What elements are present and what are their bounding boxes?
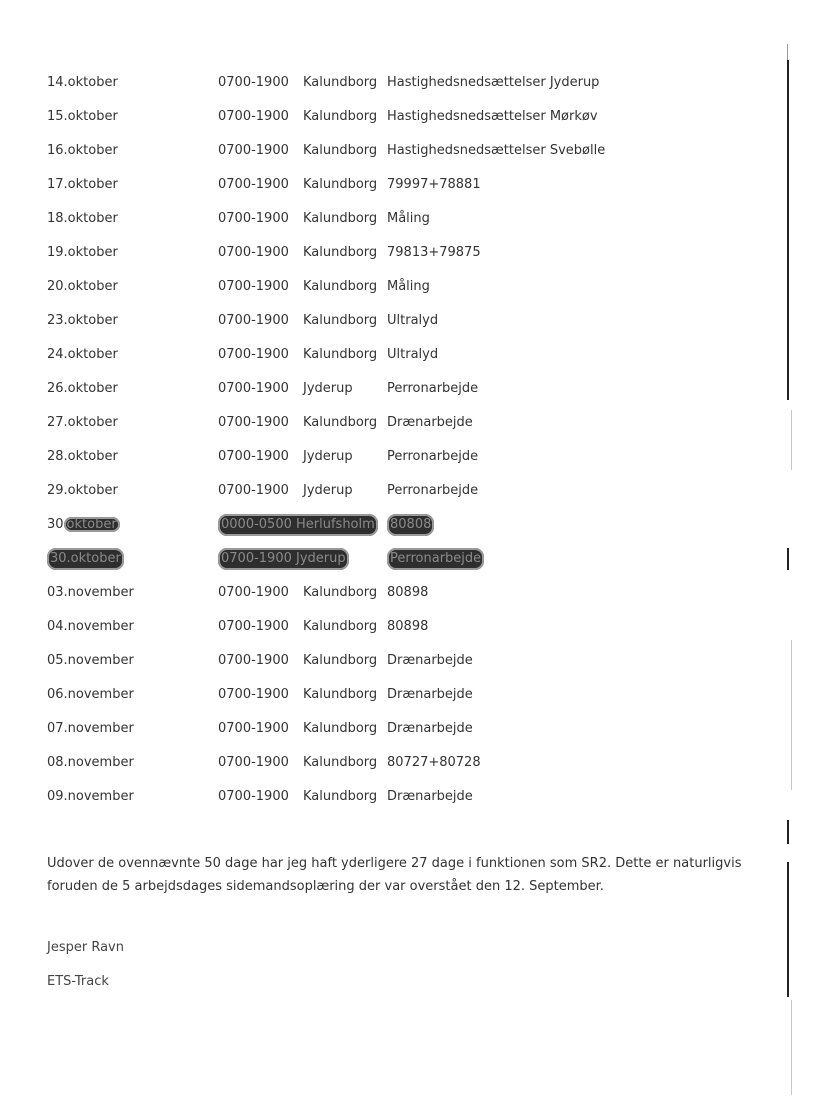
schedule-row (0, 582, 819, 616)
row-place: Kalundborg (303, 177, 378, 192)
row-date: 07.november (47, 721, 134, 736)
row-task: Drænarbejde (387, 415, 473, 430)
row-task: Perronarbejde (387, 449, 479, 464)
row-time: 0700-1900 (218, 721, 289, 736)
row-place: Kalundborg (303, 415, 378, 430)
schedule-row (0, 140, 819, 174)
row-task: 79997+78881 (387, 177, 481, 192)
scan-margin-line (787, 820, 789, 844)
schedule-row (0, 310, 819, 344)
row-place: Kalundborg (303, 245, 378, 260)
row-date: 04.november (47, 619, 134, 634)
row-task: Perronarbejde (387, 483, 479, 498)
schedule-row (0, 480, 819, 514)
row-time: 0700-1900 (218, 483, 289, 498)
row-task: Måling (387, 211, 430, 226)
row-place: Kalundborg (303, 313, 378, 328)
row-date: 26.oktober (47, 381, 118, 396)
row-place: Jyderup (303, 449, 353, 464)
row-task: Drænarbejde (387, 687, 473, 702)
row-task: Måling (387, 279, 430, 294)
row-date: 08.november (47, 755, 134, 770)
row-place: Kalundborg (303, 279, 378, 294)
row-place: Kalundborg (303, 789, 378, 804)
row-place: Kalundborg (303, 75, 378, 90)
row-time: 0700-1900 (218, 449, 289, 464)
row-place: Kalundborg (303, 585, 378, 600)
row-place: Kalundborg (303, 109, 378, 124)
row-date: 14.oktober (47, 75, 118, 90)
summary-paragraph: Udover de ovennævnte 50 dage har jeg haft yderligere 27 dage i funktionen som SR2. Dette er naturligvis foruden de 5 arbejdsdages sidemandsoplæring der var overstået den 12. September. (47, 856, 742, 894)
row-place: Herlufsholm (296, 517, 375, 532)
schedule-row (0, 650, 819, 684)
row-time: 0700-1900 (218, 381, 289, 396)
row-time: 0700-1900 (218, 347, 289, 362)
scan-margin-line (787, 548, 789, 570)
schedule-row (0, 344, 819, 378)
row-date: 28.oktober (47, 449, 118, 464)
scan-margin-line (787, 60, 789, 400)
row-place: Kalundborg (303, 721, 378, 736)
row-place: Kalundborg (303, 347, 378, 362)
row-task: 80898 (387, 585, 429, 600)
schedule-row (0, 752, 819, 786)
row-time: 0700-1900 (218, 211, 289, 226)
schedule-row (0, 106, 819, 140)
row-date: 15.oktober (47, 109, 118, 124)
row-date: 23.oktober (47, 313, 118, 328)
schedule-row (0, 208, 819, 242)
row-place: Kalundborg (303, 211, 378, 226)
scan-margin-speckle (791, 410, 792, 470)
row-time: 0700-1900 (218, 75, 289, 90)
row-task: Ultralyd (387, 347, 439, 362)
schedule-row (0, 616, 819, 650)
row-task: 80808 (387, 514, 434, 536)
schedule-row (0, 72, 819, 106)
row-task: 80898 (387, 619, 429, 634)
row-task: Drænarbejde (387, 653, 473, 668)
row-task: Ultralyd (387, 313, 439, 328)
row-place: Kalundborg (303, 653, 378, 668)
signature-name: Jesper Ravn (47, 940, 124, 955)
row-time-place-redacted (218, 548, 349, 570)
row-time: 0700-1900 (218, 177, 289, 192)
schedule-row (0, 718, 819, 752)
row-place: Kalundborg (303, 143, 378, 158)
row-place: Jyderup (296, 551, 346, 566)
row-place: Kalundborg (303, 755, 378, 770)
row-time: 0700-1900 (218, 313, 289, 328)
row-date: 19.oktober (47, 245, 118, 260)
schedule-table (0, 72, 819, 820)
row-date: 09.november (47, 789, 134, 804)
row-date: 29.oktober (47, 483, 118, 498)
row-date: 20.oktober (47, 279, 118, 294)
scan-margin-speckle (791, 1000, 792, 1095)
row-date: 18.oktober (47, 211, 118, 226)
row-task: Drænarbejde (387, 721, 473, 736)
schedule-row (0, 684, 819, 718)
scan-margin-line (787, 44, 788, 60)
schedule-row-redacted (0, 548, 819, 582)
schedule-row (0, 276, 819, 310)
row-date: 30.oktober (47, 548, 124, 570)
schedule-row (0, 174, 819, 208)
row-time: 0700-1900 (218, 755, 289, 770)
row-place: Jyderup (303, 381, 353, 396)
row-task: Hastighedsnedsættelser Jyderup (387, 75, 600, 90)
row-task: Hastighedsnedsættelser Mørkøv (387, 109, 598, 124)
row-task: Perronarbejde (387, 381, 479, 396)
signature-company: ETS-Track (47, 974, 109, 989)
row-time: 0700-1900 (218, 653, 289, 668)
row-date: 05.november (47, 653, 134, 668)
row-time: 0700-1900 (218, 415, 289, 430)
row-time: 0000-0500 (221, 517, 292, 532)
scan-margin-line (787, 862, 789, 997)
schedule-row-redacted (0, 514, 819, 548)
row-date: 16.oktober (47, 143, 118, 158)
row-time: 0700-1900 (218, 687, 289, 702)
row-task: Drænarbejde (387, 789, 473, 804)
row-date: 27.oktober (47, 415, 118, 430)
row-date (47, 514, 120, 536)
row-place: Kalundborg (303, 619, 378, 634)
row-date: 24.oktober (47, 347, 118, 362)
row-task: Hastighedsnedsættelser Svebølle (387, 143, 606, 158)
schedule-row (0, 786, 819, 820)
row-time: 0700-1900 (218, 585, 289, 600)
row-time: 0700-1900 (218, 245, 289, 260)
schedule-row (0, 412, 819, 446)
schedule-row (0, 242, 819, 276)
row-place: Kalundborg (303, 687, 378, 702)
row-time: 0700-1900 (218, 619, 289, 634)
row-date-prefix: 30 (47, 517, 64, 532)
row-date-redacted: oktober (64, 517, 120, 532)
row-task: Perronarbejde (387, 548, 484, 570)
scan-margin-speckle (791, 640, 792, 790)
row-date: 03.november (47, 585, 134, 600)
row-task: 79813+79875 (387, 245, 481, 260)
row-place: Jyderup (303, 483, 353, 498)
row-date: 17.oktober (47, 177, 118, 192)
row-time-place-redacted (218, 514, 378, 536)
row-time: 0700-1900 (218, 109, 289, 124)
row-time: 0700-1900 (218, 789, 289, 804)
row-date: 06.november (47, 687, 134, 702)
row-time: 0700-1900 (221, 551, 292, 566)
row-time: 0700-1900 (218, 279, 289, 294)
row-time: 0700-1900 (218, 143, 289, 158)
schedule-row (0, 446, 819, 480)
row-task: 80727+80728 (387, 755, 481, 770)
schedule-row (0, 378, 819, 412)
